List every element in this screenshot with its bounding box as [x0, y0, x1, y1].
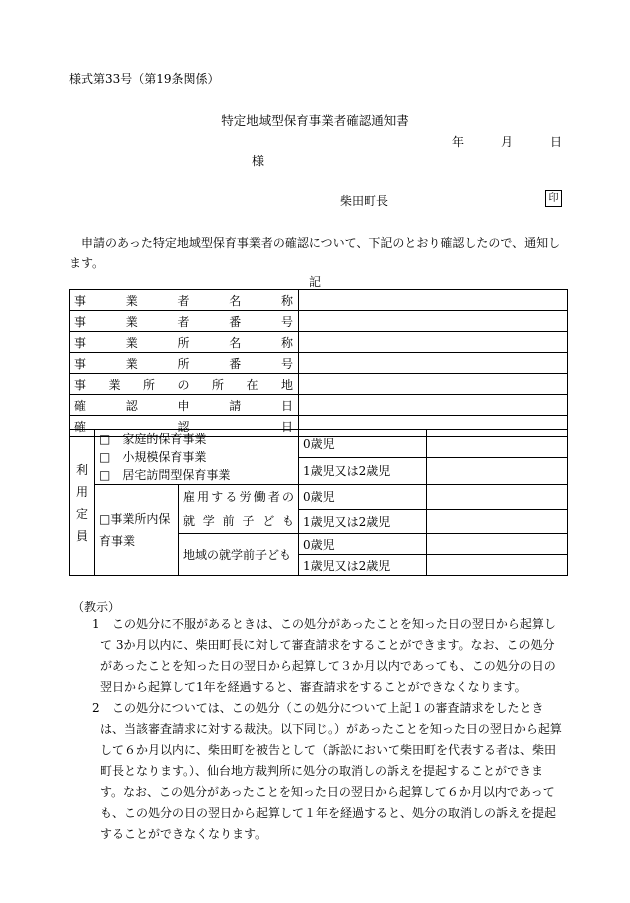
local-age-12-label: 1歳児又は2歳児: [299, 555, 427, 576]
local-age-0-value: [427, 534, 568, 555]
value-facility-number: [299, 353, 568, 374]
age-0-label: 0歳児: [299, 430, 427, 458]
note-2-number: 2: [92, 701, 100, 715]
workers-age-12-value: [427, 509, 568, 534]
notes-heading: （教示）: [72, 600, 121, 614]
label-facility-address: 事業所の所在地: [70, 374, 299, 395]
row-facility-address: [70, 374, 568, 395]
age-12-label: 1歳児又は2歳児: [299, 457, 427, 485]
note-1-text: この処分に不服があるときは、この処分があったことを知った日の翌日から起算して 3か月以内に、柴田町長に対して審査請求をすることができます。なお、この処分があったことを知った日の翌日から起算して３か月以内であっても、この処分の日の翌日から起算して1年を経過すると、審査請求をすることができなくなります。: [100, 617, 556, 694]
label-application-date: 確認申請日: [70, 395, 299, 416]
note-2-text: この処分については、この処分（この処分について上記１の審査請求をしたときは、当該審査請求に対する裁決。以下同じ。）があったことを知った日の翌日から起算して６か月以内に、柴田町を被告として（訴訟において柴田町を代表する者は、柴田町長となります。）、仙台地方裁判所に処分の取消しの訴えを提起することができます。なお、この処分があったことを知った日の翌日から起算して６か月以内であっても、この処分の日の翌日から起算して１年を経過すると、処分の取消しの訴えを提起することができなくなります。: [100, 701, 562, 841]
value-application-date: [299, 395, 568, 416]
row-application-date: [70, 395, 568, 416]
date-month: 月: [501, 135, 514, 149]
local-children-label: 地域の就学前子ども: [179, 534, 299, 576]
capacity-table: [69, 429, 568, 576]
note-1-number: 1: [92, 617, 100, 631]
value-facility-address: [299, 374, 568, 395]
note-1: [80, 614, 564, 698]
row-business-name: [70, 290, 568, 311]
addressee-suffix: 様: [252, 154, 265, 168]
confirmation-table: [69, 289, 568, 437]
age-0-value: [427, 430, 568, 458]
label-confirmation-date: 確認日: [70, 416, 299, 437]
document-title: 特定地域型保育事業者確認通知書: [221, 113, 409, 128]
daycare-type-options: [95, 430, 299, 485]
in-house-daycare: □事業所内保育事業: [95, 485, 179, 576]
local-age-12-value: [427, 555, 568, 576]
label-business-number: 事業者番号: [70, 311, 299, 332]
date-year: 年: [452, 135, 465, 149]
local-age-0-label: 0歳児: [299, 534, 427, 555]
seal-mark: 印: [545, 190, 562, 207]
issuer-mayor: 柴田町長: [340, 194, 389, 208]
workers-age-0-label: 0歳児: [299, 485, 427, 510]
ki-heading: 記: [308, 275, 321, 289]
row-business-number: [70, 311, 568, 332]
value-business-name: [299, 290, 568, 311]
form-number: 様式第33号（第19条関係）: [69, 72, 220, 86]
label-business-name: 事業者名称: [70, 290, 299, 311]
type-small-daycare: □ 小規模保育事業: [99, 450, 207, 464]
type-family-daycare: □ 家庭的保育事業: [99, 432, 207, 446]
value-business-number: [299, 311, 568, 332]
age-12-value: [427, 457, 568, 485]
workers-age-12-label: 1歳児又は2歳児: [299, 509, 427, 534]
body-text: 申請のあった特定地域型保育事業者の確認について、下記のとおり確認したので、通知します。: [69, 236, 561, 270]
label-facility-name: 事業所名称: [70, 332, 299, 353]
label-facility-number: 事業所番号: [70, 353, 299, 374]
row-facility-number: [70, 353, 568, 374]
workers-children-label: 雇用する労働者の 就学前子ども: [179, 485, 299, 534]
workers-age-0-value: [427, 485, 568, 510]
row-facility-name: [70, 332, 568, 353]
note-2: [80, 698, 564, 845]
capacity-label: 利 用 定 員: [70, 430, 95, 576]
date-day: 日: [550, 135, 563, 149]
value-facility-name: [299, 332, 568, 353]
type-home-visit-daycare: □ 居宅訪問型保育事業: [99, 468, 231, 482]
